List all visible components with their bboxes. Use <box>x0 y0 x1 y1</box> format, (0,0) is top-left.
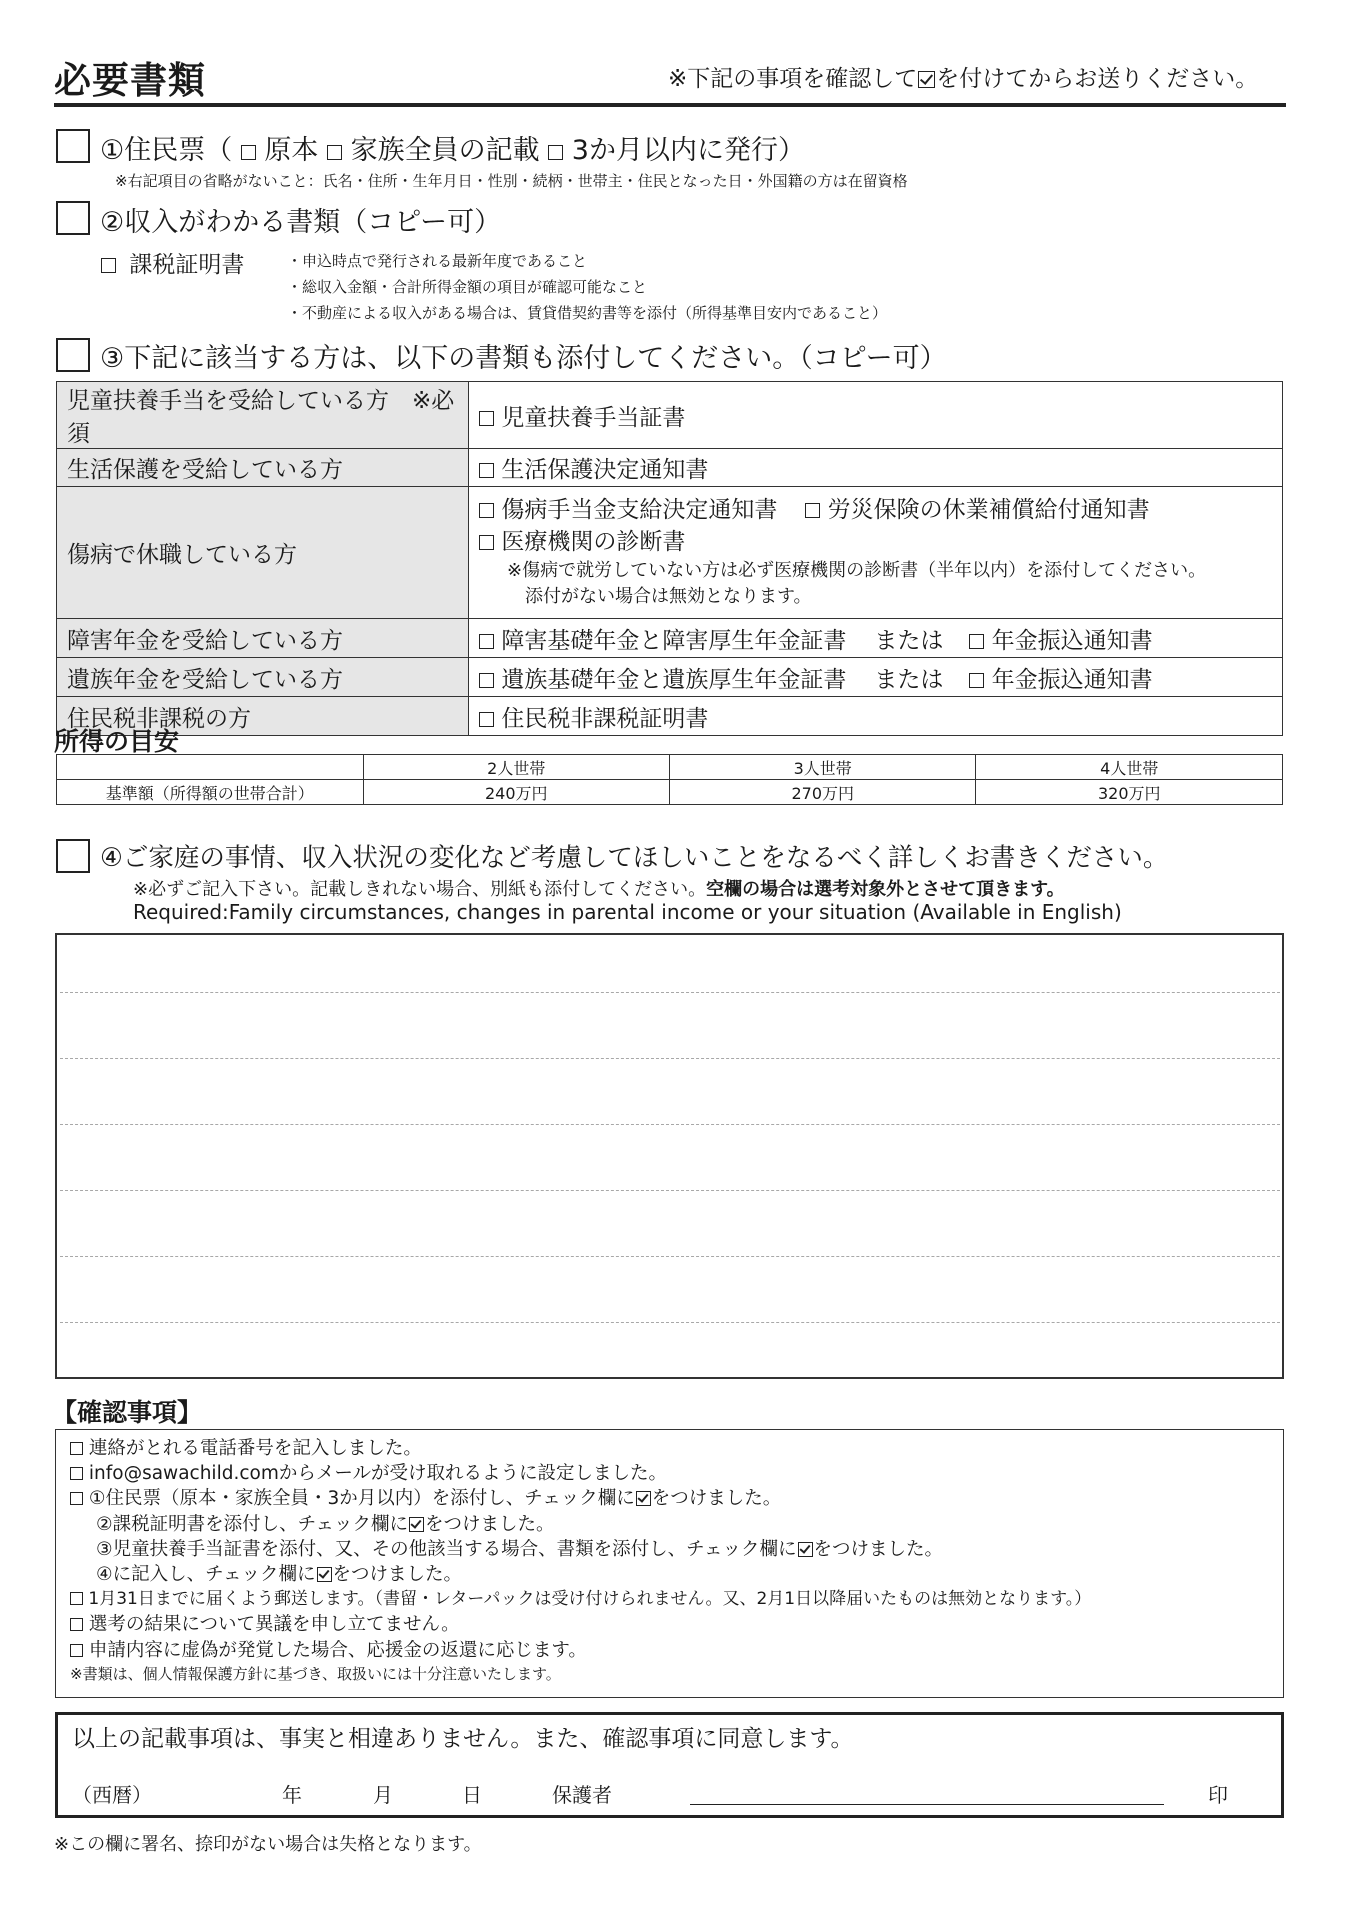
confirm-item-label: ②課税証明書を添付し、チェック欄に <box>96 1513 409 1535</box>
sec1-opt1-checkbox[interactable] <box>241 145 256 160</box>
writing-line <box>60 1058 1280 1059</box>
writing-line <box>60 1190 1280 1191</box>
doc-checkbox[interactable] <box>479 535 494 550</box>
condition-cell: 住民税非課税の方 <box>57 697 469 736</box>
condition-cell: 遺族年金を受給している方 <box>57 658 469 697</box>
confirm-item-label: をつけました。 <box>813 1538 944 1560</box>
guardian-signature-line[interactable] <box>690 1804 1164 1805</box>
writing-line <box>60 1322 1280 1323</box>
confirm-item-label: 連絡がとれる電話番号を記入しました。 <box>88 1438 422 1459</box>
doc-label: 生活保護決定通知書 <box>501 457 709 483</box>
injury-note-1: ※傷病で就労していない方は必ず医療機関の診断書（半年以内）を添付してください。 <box>507 559 1207 581</box>
table-cell: 240万円 <box>363 780 669 805</box>
sec1-opt3-checkbox[interactable] <box>548 145 563 160</box>
doc-checkbox[interactable] <box>479 634 494 649</box>
sec4-checkbox[interactable] <box>56 839 90 873</box>
confirm-item-label: 申請内容に虚偽が発覚した場合、応援金の返還に応じます。 <box>88 1639 587 1661</box>
tax-cert-checkbox[interactable] <box>101 258 116 273</box>
page-title: 必要書類 <box>54 59 206 102</box>
instruction-text-post: を付けてからお送りください。 <box>936 66 1259 92</box>
sec1-opt1-label: 原本 <box>264 135 319 166</box>
circumstances-textarea[interactable] <box>55 933 1284 1379</box>
confirm-title: 【確認事項】 <box>52 1398 203 1427</box>
confirm-item-label: をつけました。 <box>425 1513 555 1535</box>
sec2-checkbox[interactable] <box>56 201 90 235</box>
confirm-checkbox[interactable] <box>70 1492 83 1505</box>
sec4-label: ④ご家庭の事情、収入状況の変化など考慮してほしいことをなるべく詳しくお書きください。 <box>100 843 1169 873</box>
sec1-note: ※右記項目の省略がないこと：氏名・住所・生年月日・性別・続柄・世帯主・住民となった日・外国籍の方は在留資格 <box>115 172 908 190</box>
sec4-note-bold: 空欄の場合は選考対象外とさせて頂きます。 <box>706 879 1065 900</box>
table-row <box>57 619 1283 658</box>
check-mark-icon <box>918 71 935 88</box>
check-mark-icon <box>798 1542 813 1557</box>
doc-label: 遺族基礎年金と遺族厚生年金証書 <box>501 666 847 693</box>
confirm-checkbox[interactable] <box>70 1644 83 1657</box>
sec4-note-normal: ※必ずご記入下さい。記載しきれない場合、別紙も添付してください。 <box>133 879 707 900</box>
confirm-subitem <box>70 1512 1091 1537</box>
tax-cert-label: 課税証明書 <box>129 252 245 278</box>
table-row <box>57 382 1283 449</box>
doc-label: 年金振込通知書 <box>991 666 1153 693</box>
condition-cell: 生活保護を受給している方 <box>57 449 469 487</box>
confirm-item-label: 選考の結果について異議を申し立てません。 <box>88 1614 460 1636</box>
income-title: 所得の目安 <box>54 727 180 756</box>
table-row <box>57 487 1283 619</box>
doc-checkbox[interactable] <box>969 634 984 649</box>
month-label: 月 <box>373 1783 393 1807</box>
table-cell: 270万円 <box>669 780 975 805</box>
injury-note-2: 添付がない場合は無効となります。 <box>525 585 812 607</box>
guardian-label: 保護者 <box>552 1783 612 1807</box>
confirm-item <box>70 1461 1091 1486</box>
check-mark-icon <box>636 1491 651 1506</box>
doc-label: 傷病手当金支給決定通知書 <box>501 496 778 523</box>
required-docs-table <box>56 381 1283 736</box>
doc-label: 年金振込通知書 <box>991 627 1153 654</box>
check-mark-icon <box>317 1567 332 1582</box>
table-row <box>57 449 1283 487</box>
table-header: 4人世帯 <box>976 755 1283 780</box>
sec4-english: Required:Family circumstances, changes in parental income or your situation (Available in English) <box>133 900 1122 924</box>
doc-cell <box>469 449 1283 487</box>
sec2-note-1: ・申込時点で発行される最新年度であること <box>287 252 588 270</box>
table-row <box>57 658 1283 697</box>
confirm-item <box>70 1612 1091 1637</box>
doc-cell <box>469 658 1283 697</box>
sec2-item <box>101 246 244 279</box>
writing-line <box>60 1124 1280 1125</box>
sec1-opt3-label: 3か月以内に発行） <box>571 135 805 166</box>
confirm-item <box>70 1436 1091 1461</box>
or-label: または <box>874 627 944 654</box>
doc-checkbox[interactable] <box>479 463 494 478</box>
doc-cell <box>469 619 1283 658</box>
doc-cell <box>469 487 1283 619</box>
sec4-note <box>133 875 1065 901</box>
confirm-item <box>70 1587 1091 1612</box>
confirm-item <box>70 1486 1091 1511</box>
confirm-item-label: ③児童扶養手当証書を添付、又、その他該当する場合、書類を添付し、チェック欄に <box>96 1538 797 1560</box>
confirm-item-label: ①住民票（原本・家族全員・3か月以内）を添付し、チェック欄に <box>88 1488 635 1510</box>
sec1-opt2-checkbox[interactable] <box>327 145 342 160</box>
table-header: 2人世帯 <box>363 755 669 780</box>
doc-checkbox[interactable] <box>805 503 820 518</box>
sec3-checkbox[interactable] <box>56 338 90 372</box>
sec3-label: ③下記に該当する方は、以下の書類も添付してください。（コピー可） <box>100 343 947 374</box>
doc-cell <box>469 382 1283 449</box>
table-row <box>57 755 1283 780</box>
income-table <box>56 754 1283 805</box>
year-label: 年 <box>282 1783 302 1807</box>
sec2-label: ②収入がわかる書類（コピー可） <box>100 207 502 238</box>
writing-line <box>60 992 1280 993</box>
header-divider <box>54 103 1286 107</box>
agreement-footnote: ※この欄に署名、捺印がない場合は失格となります。 <box>54 1834 482 1855</box>
sec1-checkbox[interactable] <box>56 129 90 163</box>
or-label: または <box>874 666 944 693</box>
check-mark-icon <box>409 1517 424 1532</box>
writing-line <box>60 1256 1280 1257</box>
agreement-text: 以上の記載事項は、事実と相違ありません。また、確認事項に同意します。 <box>72 1726 854 1752</box>
condition-cell: 傷病で休職している方 <box>57 487 469 619</box>
header-instruction <box>668 60 1258 93</box>
table-header: 3人世帯 <box>669 755 975 780</box>
table-row <box>57 780 1283 805</box>
table-cell: 320万円 <box>976 780 1283 805</box>
confirm-checkbox[interactable] <box>70 1442 83 1455</box>
confirm-subitem <box>70 1537 1091 1562</box>
confirm-item-label: ④に記入し、チェック欄に <box>96 1564 316 1586</box>
doc-checkbox[interactable] <box>479 673 494 688</box>
confirm-item-label: 1月31日までに届くよう郵送します。（書留・レターパックは受け付けられません。又、2月1日以降届いたものは無効となります。） <box>88 1589 1092 1610</box>
doc-label: 住民税非課税証明書 <box>501 705 709 732</box>
sec1-heading <box>100 128 805 167</box>
privacy-note: ※書類は、個人情報保護方針に基づき、取扱いには十分注意いたします。 <box>70 1664 561 1683</box>
sec2-note-3: ・不動産による収入がある場合は、賃貸借契約書等を添付（所得基準目安内であること） <box>287 304 888 322</box>
confirm-item <box>70 1638 1091 1663</box>
sec1-label: ①住民票（ <box>100 135 233 166</box>
row-label: 基準額（所得額の世帯合計） <box>57 780 364 805</box>
confirm-item-label: をつけました。 <box>332 1564 463 1586</box>
doc-checkbox[interactable] <box>479 712 494 727</box>
confirm-item-label: をつけました。 <box>651 1488 782 1510</box>
condition-cell: 障害年金を受給している方 <box>57 619 469 658</box>
doc-checkbox[interactable] <box>969 673 984 688</box>
confirm-checkbox[interactable] <box>70 1467 83 1480</box>
seal-label: 印 <box>1208 1783 1228 1807</box>
sec2-note-2: ・総収入金額・合計所得金額の項目が確認可能なこと <box>287 278 648 296</box>
condition-cell: 児童扶養手当を受給している方 ※必須 <box>57 382 469 449</box>
confirm-list <box>70 1436 1091 1685</box>
doc-label: 障害基礎年金と障害厚生年金証書 <box>501 627 847 654</box>
table-row <box>57 697 1283 736</box>
doc-cell <box>469 697 1283 736</box>
confirm-checkbox[interactable] <box>70 1618 83 1631</box>
confirm-checkbox[interactable] <box>70 1592 83 1605</box>
confirm-subitem <box>70 1562 1091 1587</box>
doc-label: 労災保険の休業補償給付通知書 <box>827 496 1150 523</box>
doc-label: 児童扶養手当証書 <box>501 404 686 431</box>
instruction-text-pre: ※下記の事項を確認して <box>668 66 918 92</box>
sec1-opt2-label: 家族全員の記載 <box>350 135 540 166</box>
era-label: （西暦） <box>72 1783 152 1807</box>
doc-checkbox[interactable] <box>479 503 494 518</box>
day-label: 日 <box>462 1783 482 1807</box>
confirm-item-label: info@sawachild.comからメールが受け取れるように設定しました。 <box>88 1463 667 1485</box>
table-header <box>57 755 364 780</box>
doc-checkbox[interactable] <box>479 411 494 426</box>
doc-label: 医療機関の診断書 <box>501 528 686 555</box>
